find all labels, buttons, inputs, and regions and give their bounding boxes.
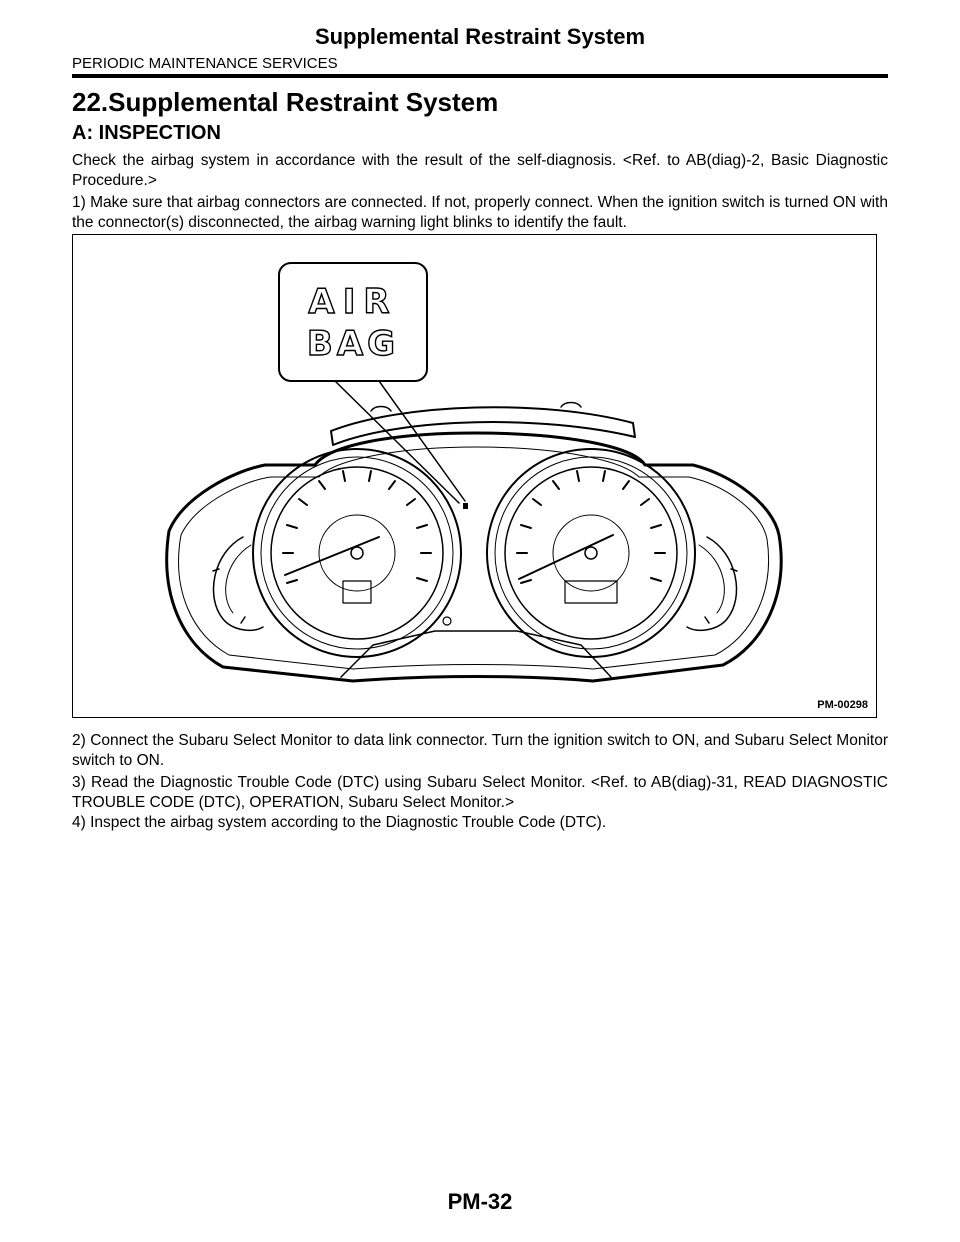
speedometer-needle: [519, 535, 613, 579]
step-2-paragraph: 2) Connect the Subaru Select Monitor to data link connector. Turn the ignition switch to ON, and Subaru Select Monitor switch to ON.: [72, 732, 888, 769]
speedometer-gauge: [487, 449, 695, 657]
center-indicator: [443, 617, 451, 625]
step-3-paragraph: 3) Read the Diagnostic Trouble Code (DTC) using Subaru Select Monitor. <Ref. to AB(diag)-31, READ DIAGNOSTIC TROUBLE CODE (DTC), OPERATION, Subaru Select Monitor.>: [72, 774, 888, 811]
cluster-housing: [167, 433, 781, 681]
intro-paragraph: Check the airbag system in accordance with the result of the self-diagnosis. <Ref. to AB(diag)-2, Basic Diagnostic Procedure.>: [72, 152, 888, 189]
airbag-warning-lamp: [463, 503, 468, 509]
instrument-cluster-illustration: [73, 235, 878, 719]
tachometer-needle: [285, 537, 379, 575]
page-header-title: Supplemental Restraint System: [314, 24, 646, 49]
callout-pointer-line: [335, 381, 459, 503]
section-title: 22.Supplemental Restraint System: [72, 87, 499, 117]
subsection-title: A: INSPECTION: [72, 122, 221, 144]
instrument-cluster-figure: [72, 234, 877, 718]
step-4-paragraph: 4) Inspect the airbag system according to the Diagnostic Trouble Code (DTC).: [72, 814, 607, 831]
step-1-paragraph: 1) Make sure that airbag connectors are connected. If not, properly connect. When the ignition switch is turned ON with the connector(s) disconnected, the airbag warning light blinks to identify the fault.: [72, 194, 888, 231]
left-small-gauge: [213, 537, 263, 630]
page-number: PM-32: [447, 1189, 513, 1214]
tachometer-gauge: [253, 449, 461, 657]
airbag-callout-line2: BAG: [306, 324, 400, 364]
page-header-subtitle: PERIODIC MAINTENANCE SERVICES: [72, 55, 338, 72]
airbag-callout-line1: AIR: [308, 282, 398, 322]
header-divider: [72, 74, 888, 78]
figure-id: PM-00298: [817, 699, 868, 711]
